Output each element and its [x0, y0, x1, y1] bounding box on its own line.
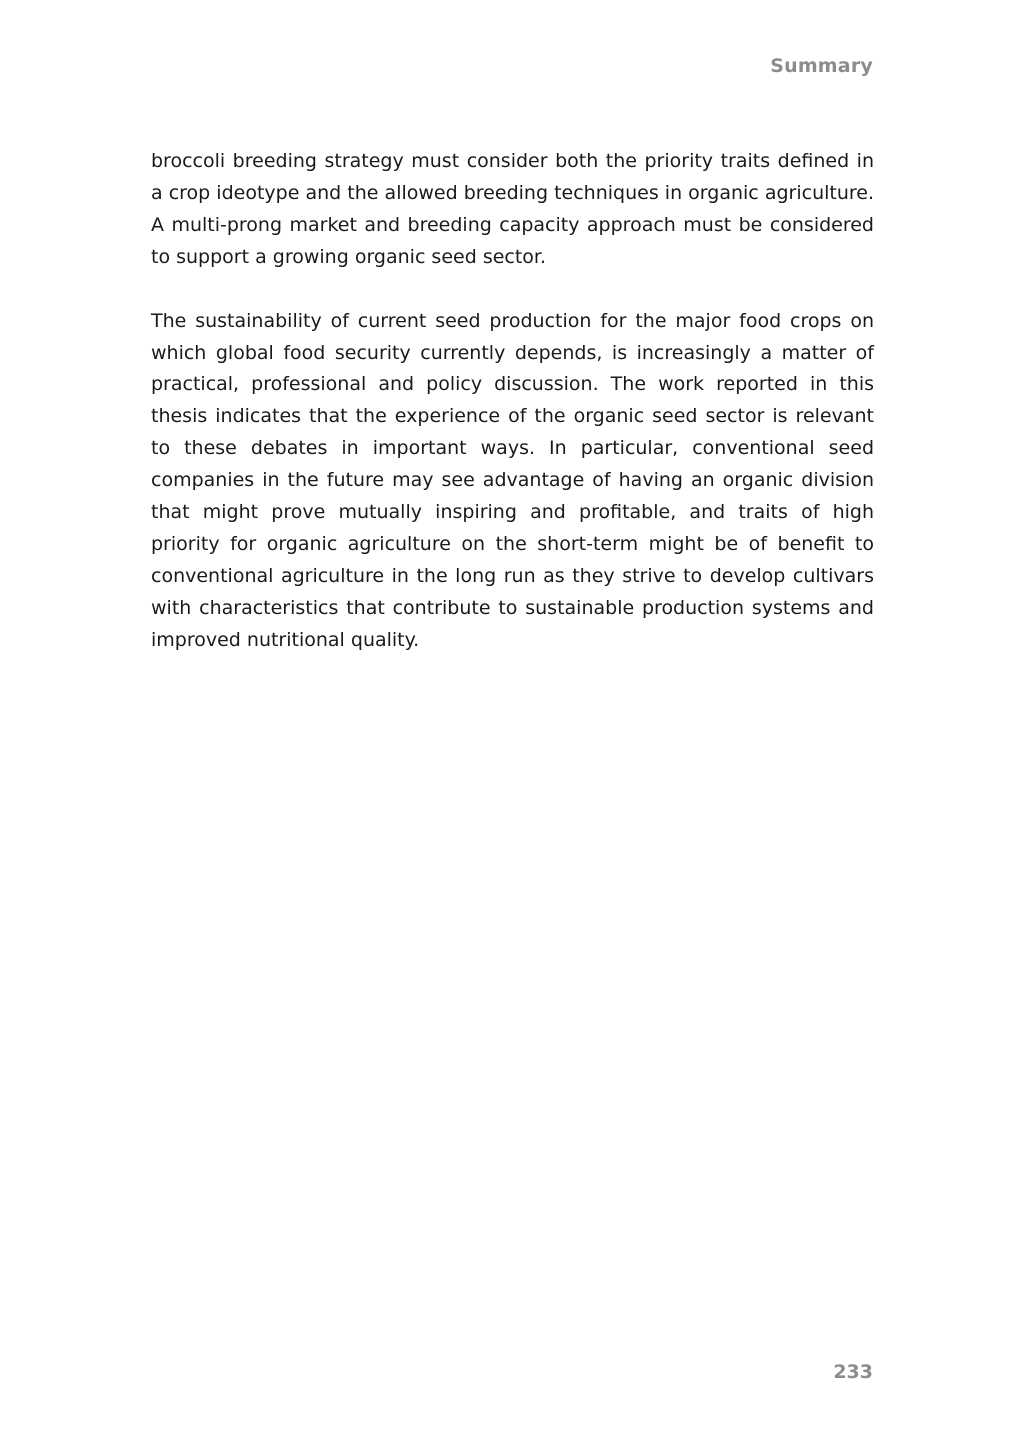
running-header-title: Summary: [770, 55, 873, 77]
paragraph-2: The sustainability of current seed production for the major food crops on which global food security currently depends, is increasingly a matter of practical, professional and policy discussion. The work reported in this thesis indicates that the experience of the organic seed sector is relevant to these debates in important ways. In particular, conventional seed companies in the future may see advantage of having an organic division that might prove mutually inspiring and profitable, and traits of high priority for organic agriculture on the short-term might be of benefit to conventional agriculture in the long run as they strive to develop cultivars with characteristics that contribute to sustainable production systems and improved nutritional quality.: [151, 309, 874, 651]
paragraph-1: broccoli breeding strategy must consider both the priority traits defined in a crop ideotype and the allowed breeding techniques in organic agriculture. A multi-prong market and breeding capacity approach must be considered to support a growing organic seed sector.: [151, 150, 874, 268]
page-number: 233: [833, 1361, 873, 1383]
body-text: [151, 146, 874, 657]
